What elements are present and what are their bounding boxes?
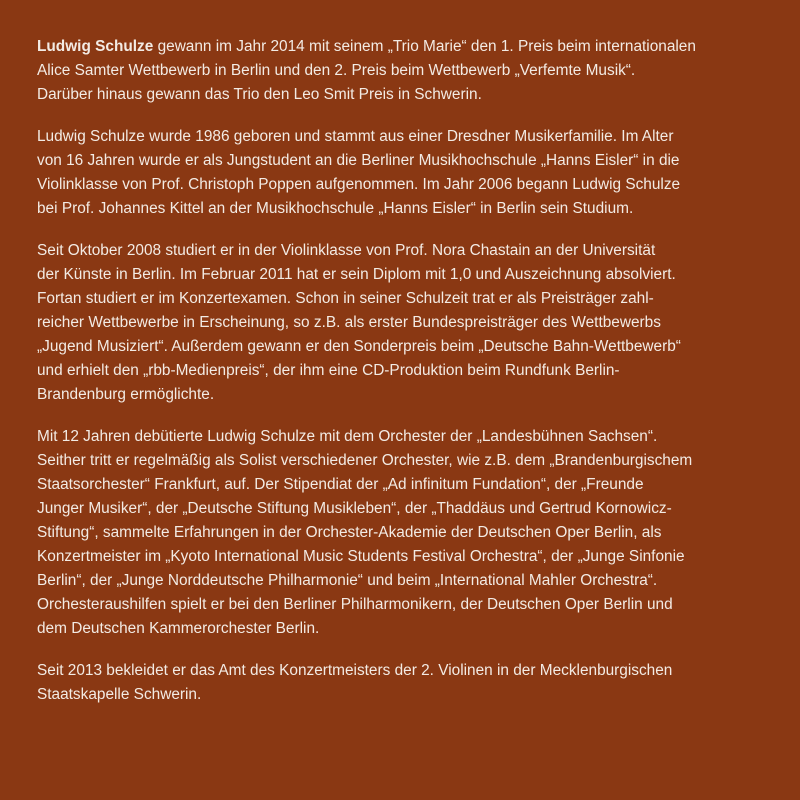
artist-name: Ludwig Schulze [37, 38, 154, 55]
biography-paragraph-awards [37, 35, 770, 107]
biography-paragraph-orchestras [37, 425, 770, 641]
biography-paragraph-early-life [37, 125, 770, 221]
text-line: Darüber hinaus gewann das Trio den Leo Smit Preis in Schwerin. [37, 86, 482, 103]
text-line: der Künste in Berlin. Im Februar 2011 hat er sein Diplom mit 1,0 und Auszeichnung absolviert. [37, 266, 676, 283]
text-line: Junger Musiker“, der „Deutsche Stiftung Musikleben“, der „Thaddäus und Gertrud Kornowicz- [37, 500, 672, 517]
text-line: Seit Oktober 2008 studiert er in der Violinklasse von Prof. Nora Chastain an der Universität [37, 242, 656, 259]
text-line: Konzertmeister im „Kyoto International Music Students Festival Orchestra“, der „Junge Sinfonie [37, 548, 685, 565]
text-line: reicher Wettbewerbe in Erscheinung, so z.B. als erster Bundespreisträger des Wettbewerbs [37, 314, 661, 331]
text-line: dem Deutschen Kammerorchester Berlin. [37, 620, 320, 637]
text-line: und erhielt den „rbb-Medienpreis“, der ihm eine CD-Produktion beim Rundfunk Berlin- [37, 362, 620, 379]
text-line: Mit 12 Jahren debütierte Ludwig Schulze mit dem Orchester der „Landesbühnen Sachsen“. [37, 428, 658, 445]
text-line: Seit 2013 bekleidet er das Amt des Konzertmeisters der 2. Violinen in der Mecklenburgischen [37, 662, 673, 679]
text-line: Staatskapelle Schwerin. [37, 686, 202, 703]
text-line: Staatsorchester“ Frankfurt, auf. Der Stipendiat der „Ad infinitum Fundation“, der „Freunde [37, 476, 644, 493]
biography-paragraph-current-position [37, 659, 770, 707]
text-line: Orchesteraushilfen spielt er bei den Berliner Philharmonikern, der Deutschen Oper Berlin und [37, 596, 673, 613]
text-line: Ludwig Schulze gewann im Jahr 2014 mit seinem „Trio Marie“ den 1. Preis beim internationalen [37, 38, 696, 55]
biography-paragraph-studies [37, 239, 770, 407]
text-line: Berlin“, der „Junge Norddeutsche Philharmonie“ und beim „International Mahler Orchestra“. [37, 572, 658, 589]
text-line: von 16 Jahren wurde er als Jungstudent an die Berliner Musikhochschule „Hanns Eisler“ in die [37, 152, 680, 169]
text-line: Alice Samter Wettbewerb in Berlin und den 2. Preis beim Wettbewerb „Verfemte Musik“. [37, 62, 636, 79]
text-line: „Jugend Musiziert“. Außerdem gewann er den Sonderpreis beim „Deutsche Bahn-Wettbewerb“ [37, 338, 681, 355]
text-line: Brandenburg ermöglichte. [37, 386, 215, 403]
text-line: Stiftung“, sammelte Erfahrungen in der Orchester-Akademie der Deutschen Oper Berlin, als [37, 524, 662, 541]
text-line: Violinklasse von Prof. Christoph Poppen aufgenommen. Im Jahr 2006 begann Ludwig Schulze [37, 176, 681, 193]
text-line: bei Prof. Johannes Kittel an der Musikhochschule „Hanns Eisler“ in Berlin sein Studium. [37, 200, 634, 217]
text-line: Fortan studiert er im Konzertexamen. Schon in seiner Schulzeit trat er als Preisträger zahl- [37, 290, 654, 307]
text-line: Seither tritt er regelmäßig als Solist verschiedener Orchester, wie z.B. dem „Brandenburgischem [37, 452, 693, 469]
text-line: Ludwig Schulze wurde 1986 geboren und stammt aus einer Dresdner Musikerfamilie. Im Alter [37, 128, 674, 145]
